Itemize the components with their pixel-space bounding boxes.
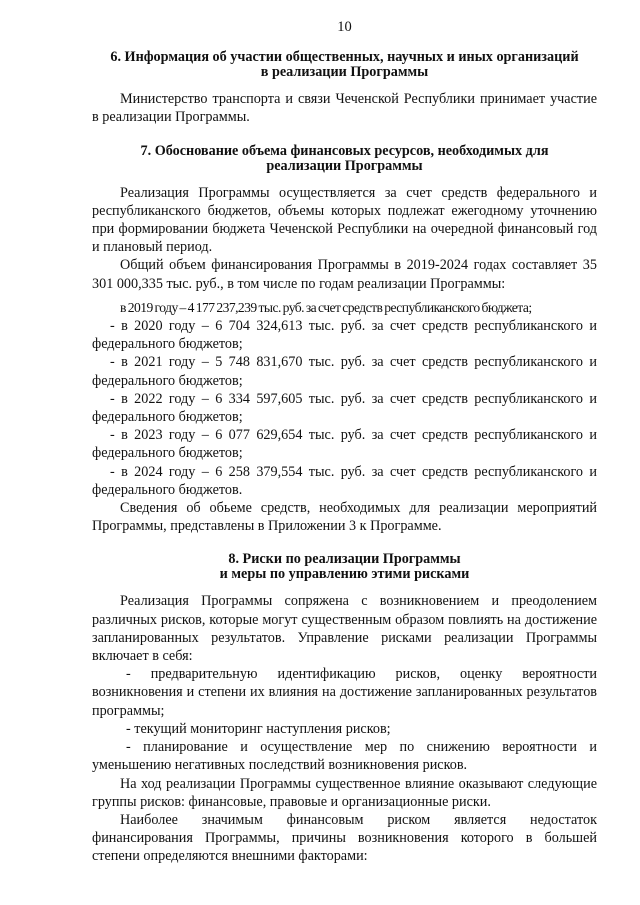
section7-title-line1: 7. Обоснование объема финансовых ресурсов, необходимых для xyxy=(140,142,549,159)
section8-title-line2: и меры по управлению этими рисками xyxy=(219,566,470,583)
section8-paragraph-1: Реализация Программы сопряжена с возникновением и преодолением различных рисков, которые могут существенным образом повлиять на достижение запланированных результатов. Управление рисками реализации Программы включает в себя: xyxy=(92,593,597,665)
section8-paragraph-2: На ход реализации Программы существенное влияние оказывают следующие группы рисков: финансовые, правовые и организационные риски. xyxy=(92,775,597,810)
section7-title-line2: реализации Программы xyxy=(266,157,423,174)
section7-paragraph-2: Общий объем финансирования Программы в 2019-2024 годах составляет 35 301 000,335 тыс. руб., в том числе по годам реализации Программы: xyxy=(92,257,597,292)
section6-title-line2: в реализации Программы xyxy=(260,64,429,81)
document-page xyxy=(92,18,597,866)
section8-title-line1: 8. Риски по реализации Программы xyxy=(228,551,461,568)
section7-paragraph-3: Сведения об обьеме средств, необходимых для реализации мероприятий Программы, представлены в Приложении 3 к Программе. xyxy=(92,500,597,535)
funding-year-2019: в 2019 году – 4 177 237,239 тыс. руб. за счет средств республиканского бюджета; xyxy=(120,299,532,315)
funding-year-2022: - в 2022 году – 6 334 597,605 тыс. руб. за счет средств республиканского и федерального бюджетов; xyxy=(92,390,597,426)
section8-title xyxy=(92,552,597,582)
funding-year-2021: - в 2021 году – 5 748 831,670 тыс. руб. за счет средств республиканского и федерального бюджетов; xyxy=(92,354,597,389)
risk-item-3: - планирование и осуществление мер по снижению вероятности и уменьшению негативных последствий возникновения рисков. xyxy=(92,739,597,774)
section7-paragraph-1: Реализация Программы осуществляется за счет средств федерального и республиканского бюджетов, объемы которых подлежат ежегодному уточнению при формировании бюджета Чеченской Республики на очередной финансовый год и плановый период. xyxy=(92,184,597,256)
funding-year-2024: - в 2024 году – 6 258 379,554 тыс. руб. за счет средств республиканского и федерального бюджетов. xyxy=(92,463,597,498)
funding-year-2023: - в 2023 году – 6 077 629,654 тыс. руб. за счет средств республиканского и федерального бюджетов; xyxy=(92,427,597,462)
section8-paragraph-3: Наиболее значимым финансовым риском является недостаток финансирования Программы, причины возникновения которого в большей степени определяются внешними факторами: xyxy=(92,811,597,865)
risk-item-1: - предварительную идентификацию рисков, оценку вероятности возникновения и степени их влияния на достижение запланированных результатов программы; xyxy=(92,666,597,719)
risk-item-2: - текущий мониторинг наступления рисков; xyxy=(126,720,391,737)
section6-title xyxy=(92,50,597,80)
section6-paragraph: Министерство транспорта и связи Чеченской Республики принимает участие в реализации Программы. xyxy=(92,91,597,126)
page-number: 10 xyxy=(337,19,352,35)
funding-year-2020: - в 2020 году – 6 704 324,613 тыс. руб. за счет средств республиканского и федерального бюджетов; xyxy=(92,318,597,353)
section6-title-line1: 6. Информация об участии общественных, научных и иных организаций xyxy=(110,49,579,66)
section7-title xyxy=(92,144,597,174)
